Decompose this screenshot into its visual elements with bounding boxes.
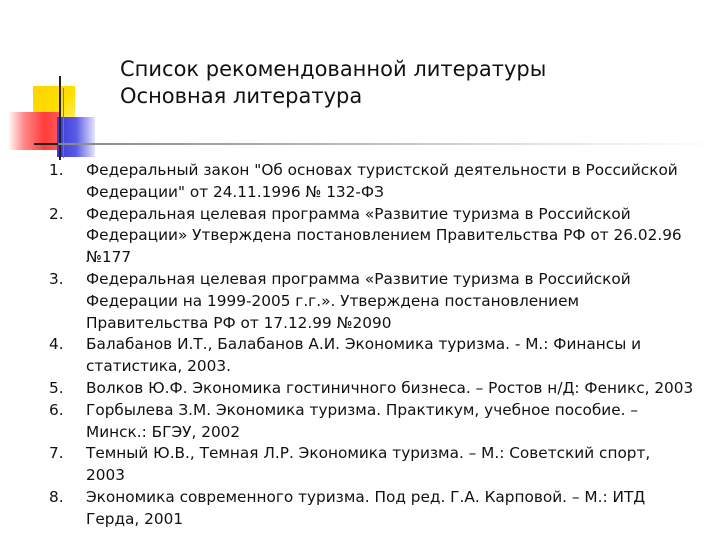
list-item-text: Горбылева З.М. Экономика туризма. Практикум, учебное пособие. – Минск.: БГЭУ, 2002 [86, 400, 639, 441]
list-item-text: Волков Ю.Ф. Экономика гостиничного бизнеса. – Ростов н/Д: Феникс, 2003 [86, 378, 694, 397]
literature-list [0, 160, 720, 531]
slide-title [120, 56, 680, 110]
list-item-number: 4. [49, 335, 64, 354]
list-item [0, 443, 720, 487]
list-item-text: Балабанов И.Т., Балабанов А.И. Экономика туризма. - М.: Финансы и статистика, 2003. [86, 335, 642, 376]
list-item-number: 1. [49, 161, 64, 179]
title-line-1: Список рекомендованной литературы [120, 57, 547, 81]
list-item-number: 6. [49, 400, 64, 419]
list-item-text: Федеральный закон "Об основах туристской деятельности в Российской Федерации" от 24.11.1996 № 132-ФЗ [86, 161, 678, 201]
list-item-number: 8. [49, 487, 64, 506]
ornament-vertical-line [59, 76, 61, 160]
list-item [0, 160, 720, 204]
list-item-number: 7. [49, 444, 64, 463]
list-item-text: Экономика современного туризма. Под ред. Г.А. Карповой. – М.: ИТД Герда, 2001 [86, 487, 646, 528]
list-item [0, 400, 720, 444]
list-item-number: 2. [49, 204, 64, 223]
list-item [0, 378, 720, 400]
title-divider [58, 143, 720, 145]
list-item-number: 3. [49, 269, 64, 288]
list-item-number: 5. [49, 378, 64, 397]
list-item-text: Темный Ю.В., Темная Л.Р. Экономика туризма. – М.: Советский спорт, 2003 [86, 444, 651, 485]
ornament-vertical-line-thin [63, 88, 64, 158]
list-item [0, 204, 720, 269]
title-line-2: Основная литература [120, 84, 363, 108]
list-item-text: Федеральная целевая программа «Развитие туризма в Российской Федерации на 1999-2005 г.г.». Утверждена постановлением Правительства РФ от 17.12.99 №2090 [86, 269, 631, 332]
list-item-text: Федеральная целевая программа «Развитие туризма в Российской Федерации» Утверждена постановлением Правительства РФ от 26.02.96 №177 [86, 204, 682, 267]
list-item [0, 334, 720, 378]
list-item [0, 269, 720, 334]
list-item [0, 487, 720, 531]
